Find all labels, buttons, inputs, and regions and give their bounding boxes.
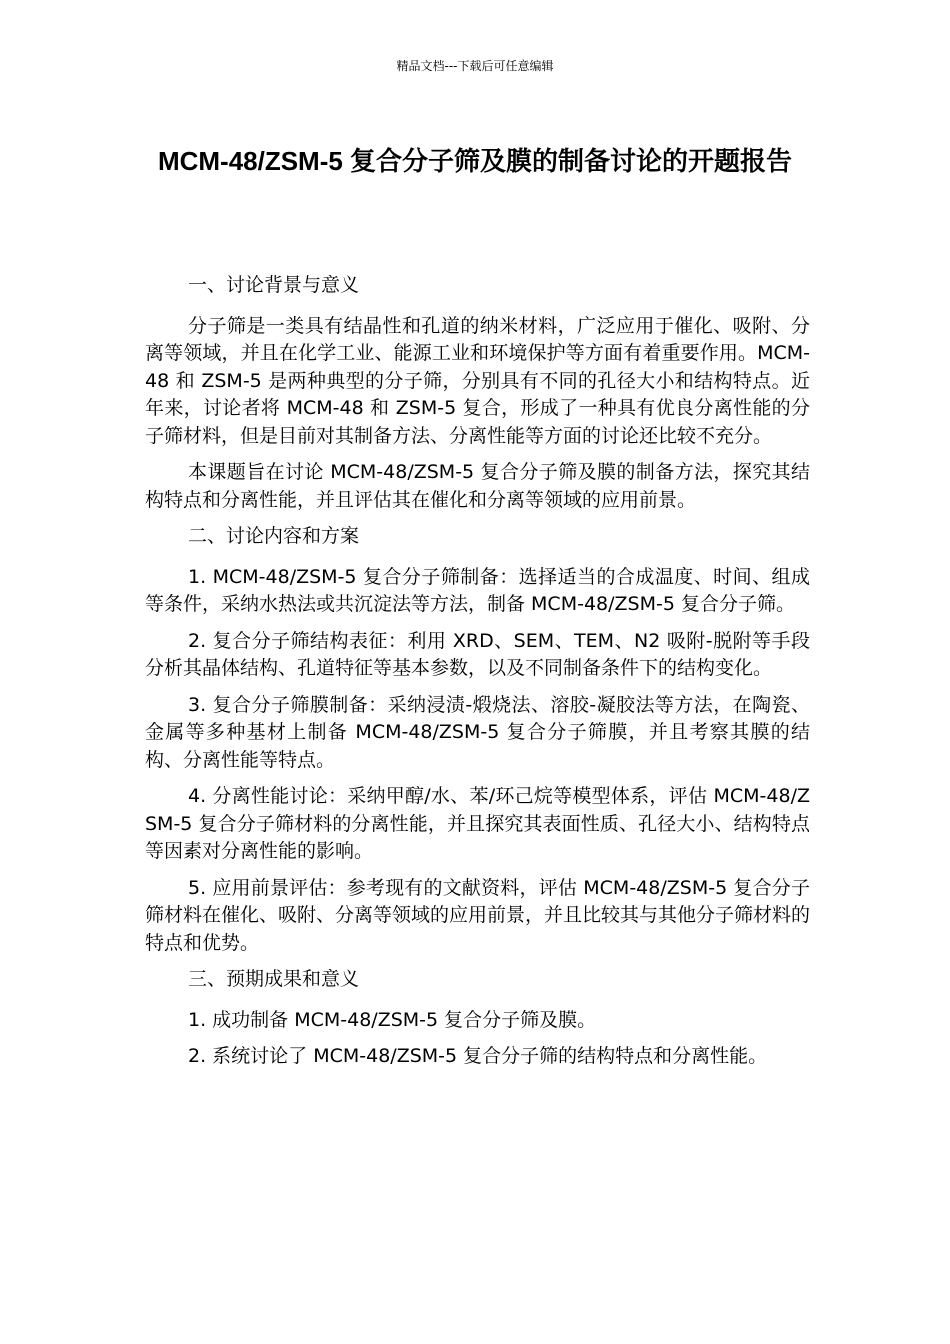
section-heading-content: 二、讨论内容和方案 [188, 525, 360, 547]
list-item-result-2: 2. 系统讨论了 MCM-48/ZSM-5 复合分子筛的结构特点和分离性能。 [188, 1045, 768, 1067]
list-item-separation: 4. 分离性能讨论：采纳甲醇/水、苯/环己烷等模型体系，评估 MCM-48/ZSM-5 复合分子筛材料的分离性能，并且探究其表面性质、孔径大小、结构特点等因素对分离性能的影响。 [145, 785, 810, 862]
list-item-membrane: 3. 复合分子筛膜制备：采纳浸渍-煅烧法、溶胶-凝胶法等方法，在陶瓷、金属等多种基材上制备 MCM-48/ZSM-5 复合分子筛膜，并且考察其膜的结构、分离性能等特点。 [145, 693, 810, 771]
section-heading-results: 三、预期成果和意义 [188, 968, 360, 990]
list-item-application: 5. 应用前景评估：参考现有的文献资料，评估 MCM-48/ZSM-5 复合分子筛材料在催化、吸附、分离等领域的应用前景，并且比较其与其他分子筛材料的特点和优势。 [145, 876, 811, 954]
list-item-characterization: 2. 复合分子筛结构表征：利用 XRD、SEM、TEM、N2 吸附-脱附等手段分析其晶体结构、孔道特征等基本参数，以及不同制备条件下的结构变化。 [145, 629, 810, 679]
paragraph-purpose: 本课题旨在讨论 MCM-48/ZSM-5 复合分子筛及膜的制备方法，探究其结构特点和分离性能，并且评估其在催化和分离等领域的应用前景。 [145, 461, 810, 511]
document-title: MCM-48/ZSM-5 复合分子筛及膜的制备讨论的开题报告 [157, 146, 793, 176]
document-body [145, 272, 810, 1080]
list-item-result-1: 1. 成功制备 MCM-48/ZSM-5 复合分子筛及膜。 [188, 1008, 597, 1031]
list-item-preparation: 1. MCM-48/ZSM-5 复合分子筛制备：选择适当的合成温度、时间、组成等条件，采纳水热法或共沉淀法等方法，制备 MCM-48/ZSM-5 复合分子筛。 [145, 565, 810, 615]
section-heading-background: 一、讨论背景与意义 [188, 274, 360, 296]
header-note: 精品文档---下载后可任意编辑 [396, 59, 554, 73]
paragraph-background: 分子筛是一类具有结晶性和孔道的纳米材料，广泛应用于催化、吸附、分离等领域，并且在化学工业、能源工业和环境保护等方面有着重要作用。MCM-48 和 ZSM-5 是两种典型的分子筛，分别具有不同的孔径大小和结构特点。近年来，讨论者将 MCM-48 和 ZSM-5 复合，形成了一种具有优良分离性能的分子筛材料，但是目前对其制备方法、分离性能等方面的讨论还比较不充分。 [145, 314, 810, 447]
